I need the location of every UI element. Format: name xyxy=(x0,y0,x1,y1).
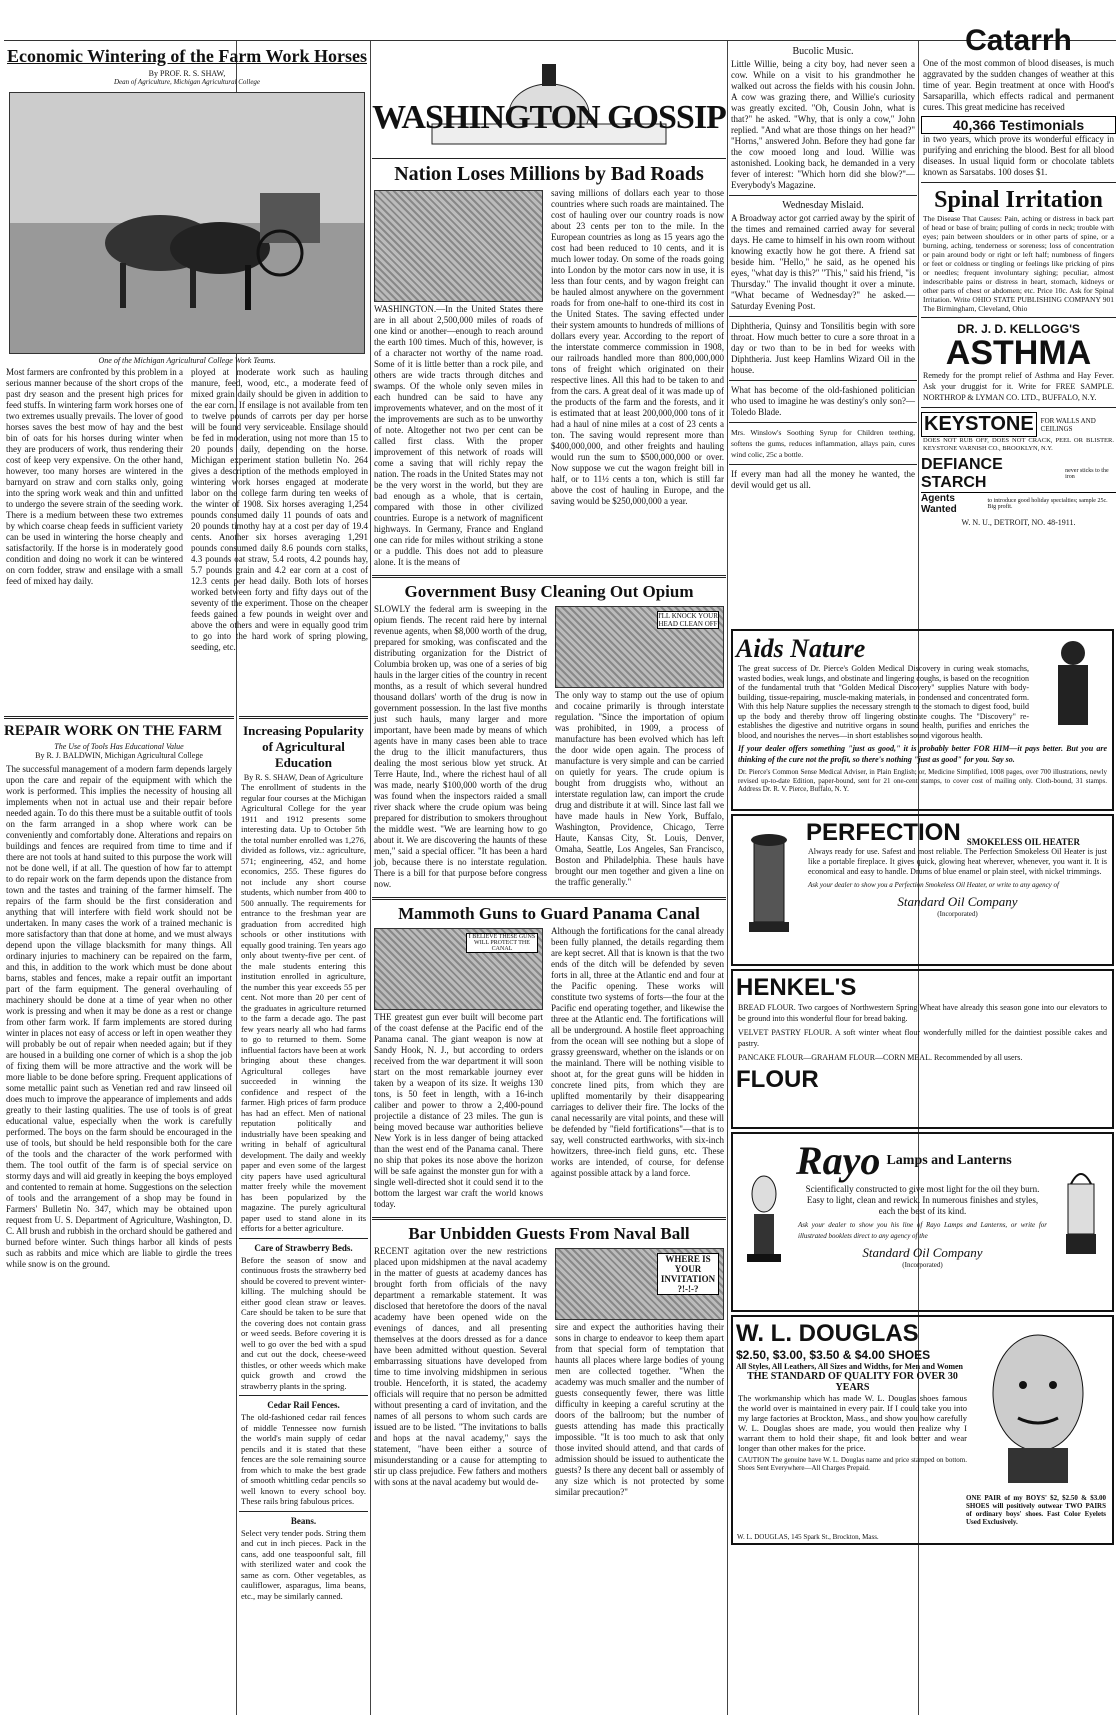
aids-body: The great success of Dr. Pierce's Golden Medical Discovery in curing weak stomachs, wasted bodies, weak lungs, and obstinate and lingering coughs, is based on the recognition of the fundamental truth that "Golden Medical Discovery" supplies Nature with body-building, tissue-repairing, muscle-making materials, in condensed and concentrated form. With this help Nature supplies the necessary strength to the stomach to digest food, build up the body and thereby throw off lingering obstinate coughs. The "Discovery" re-establishes the digestive and nutritive organs in sound health, purifies and enriches the blood, and nourishes the nerves—in short establishes sound vigorous health. xyxy=(738,664,1029,740)
article-headline: Economic Wintering of the Farm Work Horses xyxy=(7,46,367,66)
douglas-body: The workmanship which has made W. L. Douglas shoes famous the world over is maintained in every pair. If I could take you into my large factories at Brockton, Mass., and show you how carefully W. L. Douglas shoes are made, you would then realize why I warrant them to hold their shape, fit and look better and wear longer than other makes for the price. xyxy=(738,1393,967,1453)
ball-body-right: sire and expect the authorities having their sons in charge to endeavor to keep them apart from that special form of temptation that haunts all places where large bodies of young men are collected together. "When the academy was much smaller and the number of guests consequently fewer, there was little difficulty in keeping a careful scrutiny at the doors of the ballroom; but the number of guests attending has made this practically impossible. "It is too much to ask that only those invited should attend, and that cards of admission should be issued to authenticate the guests? Is there any decent ball or assembly of any size which is not protected by some similar precaution?" xyxy=(555,1322,724,1497)
horse-article xyxy=(4,44,370,704)
filler-money: If every man had all the money he wanted, the devil would get us all. xyxy=(731,469,915,490)
roads-headline: Nation Loses Millions by Bad Roads xyxy=(394,163,704,185)
opium-headline: Government Busy Cleaning Out Opium xyxy=(404,582,694,601)
repair-byline: By R. J. BALDWIN, Michigan Agricultural College xyxy=(35,751,203,760)
ball-body-left: RECENT agitation over the new restrictions placed upon midshipmen at the naval academy in the matter of guests at academy dances has brought forth from officials of the navy department a remarkable statement. It was disclosed that heretofore the doors of the naval academy have been opened wide on the evenings of dances, and all presenting themselves at the doors dressed as for a dance have been admitted without question. Several embarrassing situations have developed from time to time involving midshipmen in serious trouble. Henceforth, it is stated, the academy officials will require that no person be admitted without presenting a card of invitation, and the names of all persons to whom such cards are issued are to be listed. "The invitations to balls and hops at the naval academy," says the statement, "have been either a source of misunderstanding or a cause for attempting to stir up class prejudice. Few fathers and mothers with sons at the naval academy but would de- xyxy=(374,1246,547,1487)
cedar-body: The old-fashioned cedar rail fences of middle Tennessee now furnish the world's main supply of cedar pencils and it is stated that these fences are the sole remaining source from which to make the best grade of smooth whittling cedar pencils so well known to every school boy. These rails bring fabulous prices. xyxy=(241,1412,366,1506)
henkel-pancake: PANCAKE FLOUR—GRAHAM FLOUR—CORN MEAL. Recommended by all users. xyxy=(738,1053,1023,1062)
ads-column xyxy=(921,24,1116,624)
lantern-icon xyxy=(1056,1164,1106,1274)
asthma-title: ASTHMA xyxy=(945,334,1092,372)
article-byline: By PROF. R. S. SHAW, xyxy=(148,69,226,78)
bucolic-head: Bucolic Music. xyxy=(792,46,854,57)
strawberry-body: Before the season of snow and continuous frosts the strawberry bed should be covered to prevent winter-killing. The mulching should be either good clean straw or leaves. Care should be taken to be sure that the covering does not contain grass or weed seeds. Before covering it is well to go over the bed with a spud and cut out the dock, cheese-weed thistles, or other weeds which make quick growth and crowd the strawberry plants in the spring. xyxy=(241,1254,366,1391)
keystone-logo: KEYSTONE xyxy=(921,412,1037,437)
henkel-bread: BREAD FLOUR. Two cargoes of Northwestern Spring Wheat have already this season gone into our elevators to be ground into this wonderful flour for bread baking. xyxy=(738,1003,1107,1023)
bucolic-body: Little Willie, being a city boy, had never seen a cow. While on a visit to his grandmother he walked out across the fields with his cousin John. A cow was grazing there, and Willie's curiosity was greatly excited. "Oh, Cousin John, what is that?" he asked. "Why, that is only a cow," John replied. "And what are those things on her head?" "Horns," answered John. Before they had gone far the cow mooed long and loud. Willie was astonished. Looking back, he demanded in a very fever of interest: "Which horn did she blow?"—Everybody's Magazine. xyxy=(731,59,915,190)
keystone-side: FOR WALLS AND CEILINGS xyxy=(1040,416,1096,433)
henkels-ad xyxy=(731,969,1114,1129)
incorporated-1: (Incorporated) xyxy=(937,910,978,918)
aids-italic: If your dealer offers something "just as good," it is probably better FOR HIM—it pays better. But you are thinking of the cure not the profit, so there's nothing "just as good" for you. Say so. xyxy=(738,744,1107,764)
guns-headline: Mammoth Guns to Guard Panama Canal xyxy=(398,904,700,923)
guns-body-right: Although the fortifications for the canal already been fully planned, the details regarding them are kept secret. All that is known is that the two ends of the ditch will be defended by seven forts in all, three at the Atlantic end and four at the Pacific opening. These works will constitute two systems of forts—the four at the Pacific end operating together, and likewise the three at the Atlantic end. The fortifications will all be underground. A hostile fleet approaching from the ocean will see nothing but a slope of grassy greensward, whether on the islands or on the mainland. There will be nothing visible to shoot at, for the great guns will be hidden in concrete lined pits, from which they are uplifted momentarily by their disappearing carriages to deliver their fire. The locks of the canal necessarily are vital points, and these will be defended by "field fortifications"—that is to say, well constructed earthworks, with six-inch howitzers, three-inch field guns, etc. These works are intended, of course, for defense against possible attack by a land force. xyxy=(551,926,724,1178)
cedar-head: Cedar Rail Fences. xyxy=(267,1400,340,1410)
aids-foot: Dr. Pierce's Common Sense Medical Adviser, in Plain English; or, Medicine Simplified, 1008 pages, over 700 illustrations, newly revised up-to-date Edition, paper-bound, sent for 21 one-cent stamps, to cover cost of mailing only. Cloth-bound, 31 stamps. Address Dr. R. V. Pierce, Buffalo, N. Y. xyxy=(738,768,1107,793)
opium-body-right: The only way to stamp out the use of opium and cocaine primarily is through interstate regulation. "Since the importation of opium was prohibited, in 1909, a process of manufacture has been evolved which has left the door wide open again. The process of manufacture is very simple and can be carried on quietly for years. The crude opium is bought from druggists who, without an interstate regulation law, can import the crude drug and distribute it at will. Since last fall we have made hauls in New York, Buffalo, Washington, Providence, Chicago, Terre Haute, Kansas City, St. Louis, Denver, Omaha, Seattle, Los Angeles, San Francisco, Boston and Philadelphia. These hauls have brought our men together and given a line on the traffic generally." xyxy=(555,690,724,887)
beans-body: Select very tender pods. String them and cut in inch pieces. Pack in the cans, add one teaspoonful salt, fill with sterilized water and cook the same as corn. Other vegetables, as cauliflower, asparagus, lima beans, etc., may be similarly canned. xyxy=(241,1527,366,1601)
roads-body-right: saving millions of dollars each year to those countries where such roads are maintained. The cost of hauling over our country roads is now about 23 cents per ton to the mile. In the European countries as long as 15 years ago the cost had been reduced to 10 cents, and it is much lower today. On some of the roads going into London by the motor cars now in use, it is less than four cents, and by wagon freight can be hauled almost anywhere on the government roads for from one-half to one-third its cost in the United States. The saving effected under their system amounts to hundreds of millions of dollars every year. According to the report of the interstate commerce commission in 1908, our railroads handled more than 800,000,000 tons of freight which originated on their respective lines. All this had to be taken to and from the cars. A great deal of it was made up of the products of the farm and the forests, and it is estimated that at least 200,000,000 tons of it had a haul of nine miles at a cost of 23 cents a ton. The saving would represent more than $400,000,000, and other freights and hauling would run the sum to $500,000,000 or over. Now suppose we cut the wagon freight bill in half, or to 11½ cents a ton, which is still far above the cost of hauling in Europe, and the saving would be $250,000,000 a year. xyxy=(551,188,724,506)
education-byline: By R. S. SHAW, Dean of Agriculture xyxy=(243,773,364,782)
perfection-sub: SMOKELESS OIL HEATER xyxy=(966,837,1081,847)
douglas-prices: $2.50, $3.00, $3.50 & $4.00 SHOES xyxy=(736,1348,931,1362)
douglas-boys: ONE PAIR of my BOYS' $2, $2.50 & $3.00 SHOES will positively outwear TWO PAIRS of ordinary boys' shoes. Fast Color Eyelets Used Exclusively. xyxy=(966,1494,1106,1526)
repair-subhead: The Use of Tools Has Educational Value xyxy=(54,742,184,751)
article-body-left: Most farmers are confronted by this problem in a serious manner because of the short crops of the past dry season and the present high prices for feed stuffs. In wintering farm work horses one of two extremes usually prevails. The lover of good horses saves the best mow of hay and the best bin of oats for his horses during winter when they are producers of work, thus rendering their cost of keep very expensive. On the other hand, however, too many horses are wintered in the barnyard on straw and corn stalks only, going into the spring work weak and thin and unfitted to undergo the severe strain of the seeding work. There is a medium between these two extremes by which coarse cheap feeds in sufficient variety can be used in wintering the horse cheaply and satisfactorily. If the horse is in moderately good condition and doing no work it can be wintered on corn fodder, straw and ensilage with a small feed of mixed hay daily. xyxy=(6,367,183,586)
catarrh-body-2: in two years, which prove its wonderful efficacy in purifying and enriching the blood. Best for all blood diseases. In usual liquid form or chocolate tablets known as Sarsatabs. 100 doses $1. xyxy=(923,134,1114,177)
spinal-title: Spinal Irritation xyxy=(934,187,1103,213)
rayo-ad xyxy=(731,1132,1114,1312)
douglas-shoes-ad xyxy=(731,1315,1114,1545)
flour-title: FLOUR xyxy=(736,1066,819,1093)
education-body: The enrollment of students in the regular four courses at the Michigan Agricultural College for the year 1911 and 1912 presents some interesting data. Up to October 5th the total number enrolled was 1,276, divided as follows, viz.: agriculture, 571; engineering, 452, and home economics, 255. These figures do not include any short course students, which number from 400 to 500 annually. The requirements for entrance to the freshman year are graduation from accredited high schools or other institutions with equally good training. Ten years ago only about twenty-five per cent. of the male students entering this institution enrolled in agriculture, the number this year exceeds 55 per cent. Not more than 20 per cent of the graduates in agriculture returned to the farm a decade ago. The past few years nearly all who had farms to go to returned to them. Some influential factors have been at work bringing about these changes. Agricultural colleges have succeeded in winning the confidence and respect of the farmer. High prices of farm produce has had an effect. Men of national reputation politically and industrially have been speaking and writing in behalf of agricultural development. The daily and weekly paper and even some of the largest city papers have used agricultural matter freely while the movement has been popularized by the magazine. The purely agricultural paper used to stand alone in its efforts for a better agriculture. xyxy=(241,782,366,1233)
roads-body-left: WASHINGTON.—In the United States there are in all about 2,500,000 miles of roads of one kind or another—enough to reach around the earth 100 times. Much of this, however, is of a character not worthy of the name road. Some of it is little better than a rock pile, and others are wide tracts through ditches and swamps. Of the whole only seven miles in each hundred can be said to have any improvements whatever, and on the most of it the improvements are such as to be unworthy of note. Altogether not two per cent can be called first class. With the proper improvement of this network of roads will come a saving that will richly repay the nation. The roads in the United States may not be the very worst in the world, but they are bad enough as a whole, that is certain, compared with those in other civilized countries. Europe is a network of magnificent highways. In Germany, France and England one can ride for miles without striking a stone or a puddle. This does not add to pleasure alone. It is the means of xyxy=(374,304,543,567)
opium-body-left: SLOWLY the federal arm is sweeping in the opium fiends. The recent raid here by internal revenue agents, when $8,000 worth of the drug, prepared for smoking, was confiscated and the distributing organization for the District of Columbia broken up, was one of a series of big hauls in the larger cities of the country in recent months, as a result of which several hundred thousand dollars' worth of the drug is now in government possession. In the last five months just such hauls, many larger and more important, have been made by means of which agents have in many cases been able to trace the drug to the illicit manufacturers, thus dealing the most serious blow yet struck. At Terre Haute, Ind., where the richest haul of all was made, nearly $100,000 worth of the drug was found when the inspectors raided a small river shack where the crude opium was being prepared for distribution to smokers throughout the middle west. "We are learning how to go about it. We are discovering the haunts of these men," said a special officer. "It has been a hard job, because there is no interstate regulation. There is a bill for that purpose before congress now. xyxy=(374,604,547,889)
masthead xyxy=(372,44,726,154)
keystone-body: DOES NOT RUB OFF, DOES NOT CRACK, PEEL OR BLISTER. KEYSTONE VARNISH CO., BROOKLYN, N.Y. xyxy=(923,437,1114,452)
douglas-standard: THE STANDARD OF QUALITY FOR OVER 30 YEARS xyxy=(747,1371,958,1393)
opium-cartoon-speech: I'LL KNOCK YOUR HEAD CLEAN OFF xyxy=(658,612,718,628)
ball-cartoon-speech: WHERE IS YOUR INVITATION ?!-!-? xyxy=(657,1253,719,1295)
agents-wanted: Agents Wanted xyxy=(921,493,957,515)
article-body-right: ployed at moderate work such as hauling manure, feed, wood, etc., a moderate feed of mixed grain daily should be given in addition to the ear corn. If ensilage is not available from ten to twelve pounds of carrots per day per horse will be found very serviceable. Ensilage should be fed in moderation, using not more than 15 to 20 pounds daily, depending on the horse. Michigan experiment station bulletin No. 264 gives a description of the methods employed in wintering work horses engaged at moderate labor on the college farm during ten weeks of the winter of 1908. Six horses averaging 1,254 pounds consumed daily 11 pounds of oats and 20 pounds timothy hay at a cost per day of 19.4 cents. Another six horses averaging 1,291 pounds consumed daily 8.6 pounds corn stalks, 4.3 pounds oat straw, 5.4 roots, 4.2 pounds hay, 5.7 pounds grain and 4.2 ear corn at a cost of 12.3 cents per head daily. Both lots of horses worked between forty and fifty days out of the seventy of the experiment. Those on the cheaper feeds gained a few pounds in weight over and above the others and were in equally good trim to go into the hard work of spring plowing, seeding, etc. xyxy=(191,367,368,652)
agents-small: to introduce good holiday specialties; sample 25c. Big profit. xyxy=(987,498,1108,510)
photo-caption: One of the Michigan Agricultural College Work Teams. xyxy=(98,356,276,365)
winslow-ad: Mrs. Winslow's Soothing Syrup for Children teething, softens the gums, reduces inflammation, allays pain, cures wind colic, 25c a bottle. xyxy=(731,428,915,459)
lamp-icon xyxy=(739,1174,789,1274)
filler-politician: What has become of the old-fashioned politician who used to imagine he was destiny's only son?—Toledo Blade. xyxy=(731,385,915,417)
defiance-side: never sticks to the iron xyxy=(1065,468,1109,480)
catarrh-body: One of the most common of blood diseases, is much aggravated by the sudden changes of weather at this time of year. Begin treatment at once with Hood's Sarsaparilla, which effects radical and permanent cures. This great medicine has received xyxy=(923,58,1114,112)
repair-body: The successful management of a modern farm depends largely upon the care and repair of the equipment with which the work is performed. This implies the necessity of housing all implements when not in actual use and their repair before needed again. To do this there must be a suitable outfit of tools on the farm arranged in a shop where work can be conveniently and comfortably done. Alterations and repairs on buildings and fences are required from time to time and if there are not tools at hand suited to this purpose the work will not be done well, if at all. The question of how far to attempt to do repair work on the farm depends upon the distance from town and the tastes and training of the farmer himself. The repairs of the farm should be the first consideration and anything that will interfere with field work should not be undertaken. In many cases the work of a trained mechanic is more satisfactory than that done at home, and we must always depend upon the village blacksmith for many things. All ordinary injuries to machinery can be repaired on the farm, and this, in addition to the work which must be done about barns, stables and fences, make a repair outfit an important part of the farm equipment. The general overhauling of machinery should be done at a time of year when no other work is pressing and when it may be done as a rest or change from other farm work. If farm implements are stored during winter in places not easy of access or left in open weather they will probably be out of repair when needed again; but if they are housed in a building one corner of which is a shop the job of fixing them will be more attractive and the work will be more liable to be done before spring. Frequent applications of some metallic paint such as Venetian red and raw linseed oil does much to improve the appearance of implements and adds greatly to their lasting qualities. The use of tools is of great educational value, especially when the work is carefully performed. The boys on the farm should be encouraged in the use of tools, but should be held responsible both for the care of the tools and the character of the work performed with them. The tool outfit of the farm is of special service on stormy days and will aid greatly in keeping the boys employed and contented to remain at home. Suggestions on the selection of tools and the arrangement of a shop may be found in Farmers' Bulletin No. 347, which may be obtained upon request from U. S. Department of Agriculture, Washington, D. C. All brush and rubbish in the orchard should be gathered and burned before winter. Such things harbor all kinds of pests such as rabbits and mice which are liable to girdle the trees while snow is on the ground. xyxy=(6,764,232,1269)
horses-illustration xyxy=(10,93,364,353)
incorporated-2: (Incorporated) xyxy=(902,1261,943,1269)
douglas-caution: CAUTION The genuine have W. L. Douglas name and price stamped on bottom. Shoes Sent Everywhere—All Charges Prepaid. xyxy=(738,1456,967,1472)
figure-illustration xyxy=(1038,635,1108,735)
perfection-body: Always ready for use. Safest and most reliable. The Perfection Smokeless Oil Heater is just like a portable fireplace. It gives quick, glowing heat wherever, whenever, you want it. It is economical and easy to handle. Drums of blue enamel or plain steel, with nickel trimmings. xyxy=(808,847,1107,876)
spinal-body: The Disease That Causes: Pain, aching or distress in back part of head or base of brain; pulling of cords in neck; trouble with eyes; pain between shoulders or in other parts of spine, or a burning, aching, tenderness or soreness; loss of concentration or pain around body or right or left half; numbness of fingers or feet or coldness or tingling or feelings like pricking of pins or needles; frequent involuntary sighing; peculiar, almost indescribable pains or distress in heart, stomach, kidneys or other parts of chest or abdomen; etc. Price 10c. Ask for Spinal Irritation. Write OHIO STATE PUBLISHING COMPANY 901 The Birmingham, Cleveland, Ohio xyxy=(923,214,1114,313)
douglas-sub: All Styles, All Leathers, All Sizes and Widths, for Men and Women xyxy=(736,1362,963,1371)
rayo-ask: Ask your dealer to show you his line of Rayo Lamps and Lanterns, or write for illustrated booklets direct to any agency of the xyxy=(798,1221,1047,1240)
aids-nature-ad xyxy=(731,629,1114,811)
beans-head: Beans. xyxy=(290,1515,317,1526)
standard-oil-2: Standard Oil Company xyxy=(862,1245,983,1260)
rayo-body: Scientifically constructed to give most light for the oil they burn. Easy to light, clean and rewick. In numerous finishes and styles, each the best of its kind. xyxy=(805,1184,1040,1216)
misc-column xyxy=(729,44,917,624)
repair-article xyxy=(4,712,234,1715)
testimonials-count: 40,366 Testimonials xyxy=(921,116,1116,134)
wnu-footer: W. N. U., DETROIT, NO. 48-1911. xyxy=(961,518,1076,527)
perfection-heater-ad xyxy=(731,814,1114,966)
kellogg-name: DR. J. D. KELLOGG'S xyxy=(957,322,1080,336)
henkel-velvet: VELVET PASTRY FLOUR. A soft winter wheat flour wonderfully milled for the daintiest possible cakes and pastry. xyxy=(738,1028,1107,1048)
aids-title: Aids Nature xyxy=(736,634,866,663)
bottom-ads xyxy=(729,626,1116,1715)
standard-oil-1: Standard Oil Company xyxy=(897,894,1018,909)
masthead-title: WASHINGTON GOSSIP xyxy=(372,99,726,136)
defiance-starch: DEFIANCE STARCH xyxy=(921,456,1003,491)
douglas-title: W. L. DOUGLAS xyxy=(736,1320,919,1347)
ball-cartoon xyxy=(555,1248,724,1320)
work-team-photo xyxy=(9,92,365,354)
education-headline: Increasing Popularity of Agricultural Education xyxy=(243,723,364,770)
rayo-sub: Lamps and Lanterns xyxy=(886,1152,1012,1168)
article-byline-affiliation: Dean of Agriculture, Michigan Agricultural College xyxy=(113,78,261,86)
guns-cartoon xyxy=(374,928,543,1010)
asthma-body: Remedy for the prompt relief of Asthma and Hay Fever. Ask your druggist for it. Write for FREE SAMPLE. NORTHROP & LYMAN CO. LTD., BUFFALO, N.Y. xyxy=(923,371,1114,402)
catarrh-title: Catarrh xyxy=(965,24,1072,57)
guns-body-left: THE greatest gun ever built will become part of the coast defense at the Pacific end of the Panama canal. The giant weapon is now at Sandy Hook, N. J., but according to orders received from the war department it will soon start on the most remarkable journey ever taken by a weapon of its size. It weighs 130 tons, is 50 feet in length, with a 16-inch caliber and power to throw a 2,400-pound projectile a distance of 23 miles. The gun is being moved because war authorities believe New York is in less danger of being attacked than the west end of the Panama canal. There no ship that pokes its nose above the horizon will be safe against the monster gun for with a single well-directed shot it could send it to the bottom the largest war craft the world knows today. xyxy=(374,1012,543,1209)
mislaid-head: Wednesday Mislaid. xyxy=(782,200,864,211)
washington-gossip xyxy=(372,44,726,1715)
perfection-title: PERFECTION xyxy=(806,819,961,846)
portrait-illustration xyxy=(968,1323,1108,1483)
rayo-title: Rayo xyxy=(796,1138,881,1183)
education-article xyxy=(239,712,368,1715)
guns-cartoon-speech: I BELIEVE THESE GUNS WILL PROTECT THE CANAL xyxy=(466,933,538,953)
diphtheria-ad: Diphtheria, Quinsy and Tonsilitis begin with sore throat. How much better to cure a sore throat in a day or two than to be in bed for weeks with Diphtheria. Just keep Hamlins Wizard Oil in the house. xyxy=(731,321,915,375)
ball-headline: Bar Unbidden Guests From Naval Ball xyxy=(408,1224,690,1243)
perfection-ask: Ask your dealer to show you a Perfection Smokeless Oil Heater, or write to any agency of xyxy=(808,881,1059,889)
strawberry-head: Care of Strawberry Beds. xyxy=(254,1242,353,1253)
roads-cartoon xyxy=(374,190,543,302)
mislaid-body: A Broadway actor got carried away by the spirit of the times and remained carried away for several days. He came to himself in his own room without knowing exactly how he got there. A friend sat beside him. "Hello," he said, as he opened his eyes, "what day is this?" "This," said his friend, "is Thursday." The invalid thought it over a minute. "What became of Wednesday?" he asked.—Saturday Evening Post. xyxy=(731,213,915,311)
oil-heater-icon xyxy=(739,822,799,952)
repair-headline: REPAIR WORK ON THE FARM xyxy=(4,723,223,739)
opium-cartoon xyxy=(555,606,724,688)
henkel-title: HENKEL'S xyxy=(736,974,857,1001)
douglas-address: W. L. DOUGLAS, 145 Spark St., Brockton, Mass. xyxy=(737,1533,879,1541)
